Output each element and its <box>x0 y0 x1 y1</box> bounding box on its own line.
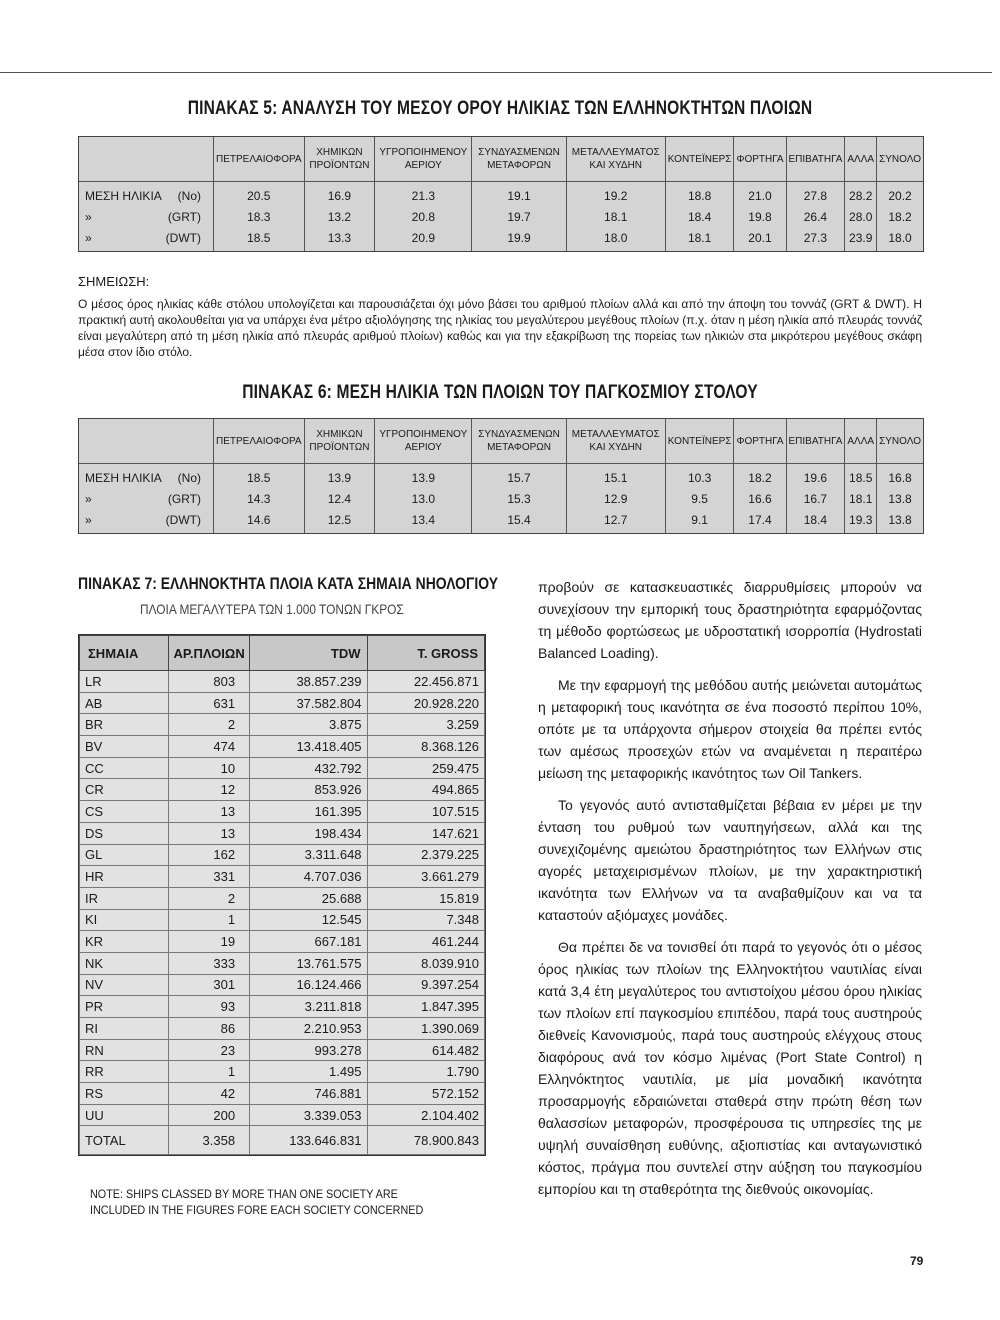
table7-cell: 614.482 <box>367 1039 484 1061</box>
table6-cell: 16.7 <box>786 488 845 509</box>
table6-row-label <box>79 464 214 489</box>
table6-caption: ΠΙΝΑΚΑΣ 6: ΜΕΣΗ ΗΛΙΚΙΑ ΤΩΝ ΠΛΟΙΩΝ ΤΟΥ ΠΑΓΚΟΣΜΙΟΥ ΣΤΟΛΟΥ <box>242 382 758 403</box>
table5-cell: 20.8 <box>375 206 472 227</box>
table6-cell: 12.9 <box>566 488 665 509</box>
table6-corner <box>79 419 214 464</box>
table7-cell: 8.039.910 <box>367 952 484 974</box>
table5-cell: 27.8 <box>786 182 845 207</box>
table7-cell: 494.865 <box>367 779 484 801</box>
table6-cell: 18.2 <box>734 464 786 489</box>
table5 <box>78 136 924 252</box>
table5-row-name: ΜΕΣΗ ΗΛΙΚΙΑ <box>85 188 162 203</box>
table7-cell: 3.875 <box>250 714 367 736</box>
table5-header-cell: ΦΟΡΤΗΓΑ <box>734 137 786 182</box>
table7-cell: 22.456.871 <box>367 671 484 693</box>
table5-row <box>79 182 923 207</box>
table5-header-cell: ΚΟΝΤΕΪΝΕΡΣ <box>665 137 734 182</box>
table7-cell: 19 <box>169 931 250 953</box>
table5-cell: 19.1 <box>472 182 566 207</box>
table7-total-cell: TOTAL <box>80 1126 169 1155</box>
table7-cell: CC <box>80 757 169 779</box>
table6-cell: 9.5 <box>665 488 734 509</box>
table7-row <box>80 779 485 801</box>
table7-total-cell: 3.358 <box>169 1126 250 1155</box>
table5-header-row <box>79 137 923 182</box>
table5-cell: 28.2 <box>845 182 877 207</box>
table7-cell: 12.545 <box>250 909 367 931</box>
table7-cell: 20.928.220 <box>367 692 484 714</box>
table7-cell: 37.582.804 <box>250 692 367 714</box>
table7-cell: 12 <box>169 779 250 801</box>
table7-cell: 3.211.818 <box>250 996 367 1018</box>
table6-header-cell: ΑΛΛΑ <box>845 419 877 464</box>
table6-cell: 13.9 <box>304 464 375 489</box>
table7-cell: 162 <box>169 844 250 866</box>
table7-cell: 1.390.069 <box>367 1018 484 1040</box>
table7-row <box>80 996 485 1018</box>
table5-header-cell: ΥΓΡΟΠΟΙΗΜΕΝΟΥ ΑΕΡΙΟΥ <box>375 137 472 182</box>
table5-row-unit: (No) <box>177 188 201 203</box>
body-paragraph: Με την εφαρμογή της μεθόδου αυτής μειώνεται αυτομάτως η μεταφορική τους ικανότητα σε ένα ποσοστό περίπου 10%, οπότε με τα υπάρχοντα σήμερον στοιχεία θα πρέπει εντός των αμέσως προσεχών ετών να αναμένεται η περαιτέρω μείωση της μεταφορικής ικανότητος των Oil Tankers. <box>538 677 922 781</box>
table7-cell: PR <box>80 996 169 1018</box>
table6-cell: 13.0 <box>375 488 472 509</box>
table7-cell: 1 <box>169 909 250 931</box>
table7-cell: 13 <box>169 822 250 844</box>
table7-cell: 746.881 <box>250 1083 367 1105</box>
table7-cell: 15.819 <box>367 887 484 909</box>
table6 <box>78 418 924 534</box>
table6-row-name: » <box>85 491 92 506</box>
table5-row-name: » <box>85 230 92 245</box>
table6-row <box>79 464 923 489</box>
table6-cell: 10.3 <box>665 464 734 489</box>
table6-cell: 16.8 <box>877 464 923 489</box>
body-paragraph: Θα πρέπει δε να τονισθεί ότι παρά το γεγονός ότι ο μέσος όρος ηλικίας των πλοίων της Ελληνοκτήτου ναυτιλίας είναι κατά 3,4 έτη μεγαλύτερος του αντιστοίχου μέσου όρου ηλικίας των πλοίων επί παγκοσμίου επιπέδου, παρά τους αυστηρούς διεθνείς Κανονισμούς, παρά τους αυστηρούς ελέγχους στους διαφόρους ανά τον κόσμο λιμένας (Port State Control) η Ελληνόκτητος ναυτιλία, με μία μοναδική ικανότητα προσαρμογής εδραιώνεται σταθερά στην πρώτη θέση των θαλασσίων μεταφορών, προσφέρουσα τις υπηρεσίες της με υψηλή συναίσθηση ευθύνης, αξιοπιστίας και ανταγωνιστικό κόστος, πράγμα που συντελεί στην αύξηση του παγκοσμίου εμπορίου και τη σταθερότητα της διεθνούς οικονομίας. <box>538 939 922 1197</box>
table5-cell: 23.9 <box>845 227 877 251</box>
table6-row-name: » <box>85 512 92 527</box>
table7-cell: LR <box>80 671 169 693</box>
table7-cell: 2.210.953 <box>250 1018 367 1040</box>
table5-cell: 21.0 <box>734 182 786 207</box>
table7-cell: RI <box>80 1018 169 1040</box>
table7-header-row <box>80 636 485 671</box>
table7-cell: 1 <box>169 1061 250 1083</box>
table7-row <box>80 1083 485 1105</box>
table7-cell: 631 <box>169 692 250 714</box>
table7-cell: RS <box>80 1083 169 1105</box>
table5-cell: 20.2 <box>877 182 923 207</box>
note-heading: ΣΗΜΕΙΩΣΗ: <box>78 274 150 289</box>
table5-cell: 19.7 <box>472 206 566 227</box>
table7-cell: 667.181 <box>250 931 367 953</box>
table6-cell: 14.3 <box>214 488 305 509</box>
table5-cell: 16.9 <box>304 182 375 207</box>
table7-cell: 259.475 <box>367 757 484 779</box>
table5-header-cell: ΑΛΛΑ <box>845 137 877 182</box>
table7-cell: 333 <box>169 952 250 974</box>
table7-row <box>80 844 485 866</box>
table6-cell: 17.4 <box>734 509 786 533</box>
table5-row-unit: (DWT) <box>165 230 201 245</box>
table6-cell: 15.3 <box>472 488 566 509</box>
table7-cell: 461.244 <box>367 931 484 953</box>
table7-cell: 93 <box>169 996 250 1018</box>
table7-row <box>80 1039 485 1061</box>
table7-cell: 200 <box>169 1104 250 1126</box>
table7-cell: KI <box>80 909 169 931</box>
table7-cell: 572.152 <box>367 1083 484 1105</box>
table5-row-label <box>79 227 214 251</box>
table6-cell: 12.5 <box>304 509 375 533</box>
table6-cell: 19.6 <box>786 464 845 489</box>
table5-cell: 13.2 <box>304 206 375 227</box>
table7-row <box>80 952 485 974</box>
table5-cell: 19.8 <box>734 206 786 227</box>
table7-cell: CR <box>80 779 169 801</box>
table6-row-label-box <box>85 513 211 527</box>
table6-row-unit: (No) <box>177 470 201 485</box>
table7-cell: 2.104.402 <box>367 1104 484 1126</box>
table6-row-name: ΜΕΣΗ ΗΛΙΚΙΑ <box>85 470 162 485</box>
table6-header-cell: ΜΕΤΑΛΛΕΥΜΑΤΟΣ ΚΑΙ ΧΥΔΗΝ <box>566 419 665 464</box>
table6-row-unit: (GRT) <box>167 491 201 506</box>
table5-cell: 18.0 <box>877 227 923 251</box>
page-number: 79 <box>910 1254 924 1268</box>
table5-row-label <box>79 206 214 227</box>
table7-cell: NV <box>80 974 169 996</box>
table7-cell: IR <box>80 887 169 909</box>
table6-header-cell: ΕΠΙΒΑΤΗΓΑ <box>786 419 845 464</box>
table7-cell: 107.515 <box>367 801 484 823</box>
table5-header-cell: ΜΕΤΑΛΛΕΥΜΑΤΟΣ ΚΑΙ ΧΥΔΗΝ <box>566 137 665 182</box>
table7-total-cell: 78.900.843 <box>367 1126 484 1155</box>
table6-cell: 9.1 <box>665 509 734 533</box>
table7-row <box>80 931 485 953</box>
table5-caption: ΠΙΝΑΚΑΣ 5: ΑΝΑΛΥΣΗ ΤΟΥ ΜΕΣΟΥ ΟΡΟΥ ΗΛΙΚΙΑΣ ΤΩΝ ΕΛΛΗΝΟΚΤΗΤΩΝ ΠΛΟΙΩΝ <box>187 98 813 119</box>
top-rule <box>0 72 992 73</box>
table7-grid <box>79 635 485 1155</box>
table6-cell: 14.6 <box>214 509 305 533</box>
table5-grid <box>79 137 923 251</box>
table6-cell: 12.4 <box>304 488 375 509</box>
t7-col-ships: ΑΡ.ΠΛΟΙΩΝ <box>169 636 250 671</box>
body-paragraph: Το γεγονός αυτό αντισταθμίζεται βέβαια εν μέρει με την ένταση του ρυθμού των ναυπηγήσεων, αλλά και της συνεχιζομένης αμειώτου δραστηριότητος των Ελλήνων στις αγορές μεταχειρισμένων πλοίων, με την χαρακτηριστική ικανότητα των Ελλήνων να τα αναβαθμίζουν και να τα καταστούν αξιόμαχες μονάδες. <box>538 797 922 923</box>
table7-cell: 2.379.225 <box>367 844 484 866</box>
table7-cell: 4.707.036 <box>250 866 367 888</box>
table5-cell: 20.9 <box>375 227 472 251</box>
table7-row <box>80 736 485 758</box>
table6-header-cell: ΠΕΤΡΕΛΑΙΟΦΟΡΑ <box>214 419 305 464</box>
table7-cell: 474 <box>169 736 250 758</box>
table7-row <box>80 757 485 779</box>
table7-total-cell: 133.646.831 <box>250 1126 367 1155</box>
table6-header-cell: ΚΟΝΤΕΪΝΕΡΣ <box>665 419 734 464</box>
table6-row-label-box <box>85 471 211 485</box>
table7-cell: 853.926 <box>250 779 367 801</box>
table6-cell: 15.1 <box>566 464 665 489</box>
table6-row-unit: (DWT) <box>165 512 201 527</box>
table7-cell: 198.434 <box>250 822 367 844</box>
table5-cell: 19.9 <box>472 227 566 251</box>
table7-row <box>80 887 485 909</box>
table5-cell: 18.4 <box>665 206 734 227</box>
table7-cell: GL <box>80 844 169 866</box>
table5-row-unit: (GRT) <box>167 209 201 224</box>
table5-corner <box>79 137 214 182</box>
t7-col-tdw: TDW <box>250 636 367 671</box>
table6-row-label <box>79 488 214 509</box>
table5-cell: 13.3 <box>304 227 375 251</box>
table7-row <box>80 1061 485 1083</box>
table7-cell: 147.621 <box>367 822 484 844</box>
table7-cell: 13.761.575 <box>250 952 367 974</box>
table7-row <box>80 866 485 888</box>
table6-cell: 18.5 <box>845 464 877 489</box>
table7-cell: 13 <box>169 801 250 823</box>
table7-row <box>80 909 485 931</box>
table5-header-cell: ΣΥΝΔΥΑΣΜΕΝΩΝ ΜΕΤΑΦΟΡΩΝ <box>472 137 566 182</box>
table5-cell: 27.3 <box>786 227 845 251</box>
table7-cell: 16.124.466 <box>250 974 367 996</box>
t7-col-gross: T. GROSS <box>367 636 484 671</box>
table7-cell: 3.311.648 <box>250 844 367 866</box>
table7-row <box>80 1018 485 1040</box>
table7-cell: BR <box>80 714 169 736</box>
table5-cell: 20.5 <box>214 182 305 207</box>
table5-row-label <box>79 182 214 207</box>
table5-header-cell: ΕΠΙΒΑΤΗΓΑ <box>786 137 845 182</box>
table7-cell: 23 <box>169 1039 250 1061</box>
table5-row-label-box <box>85 189 211 203</box>
table7-cell: 25.688 <box>250 887 367 909</box>
table7-cell: DS <box>80 822 169 844</box>
table6-cell: 19.3 <box>845 509 877 533</box>
table7-cell: 3.661.279 <box>367 866 484 888</box>
table6-row-label-box <box>85 492 211 506</box>
table6-cell: 18.4 <box>786 509 845 533</box>
table7-row <box>80 692 485 714</box>
table6-row <box>79 488 923 509</box>
table5-cell: 18.2 <box>877 206 923 227</box>
table7-cell: RR <box>80 1061 169 1083</box>
table5-cell: 19.2 <box>566 182 665 207</box>
table7-row <box>80 714 485 736</box>
table7-cell: CS <box>80 801 169 823</box>
table7-row <box>80 974 485 996</box>
table5-row-name: » <box>85 209 92 224</box>
table6-cell: 16.6 <box>734 488 786 509</box>
table6-header-cell: ΥΓΡΟΠΟΙΗΜΕΝΟΥ ΑΕΡΙΟΥ <box>375 419 472 464</box>
table6-cell: 18.5 <box>214 464 305 489</box>
table5-row-label-box <box>85 210 211 224</box>
table7-row <box>80 801 485 823</box>
table7-cell: 8.368.126 <box>367 736 484 758</box>
table7-total-row <box>80 1126 485 1155</box>
table6-header-row <box>79 419 923 464</box>
table7 <box>78 634 486 1156</box>
table5-header-cell: ΠΕΤΡΕΛΑΙΟΦΟΡΑ <box>214 137 305 182</box>
table5-row-label-box <box>85 231 211 245</box>
table6-cell: 13.9 <box>375 464 472 489</box>
table5-cell: 26.4 <box>786 206 845 227</box>
table5-cell: 21.3 <box>375 182 472 207</box>
table7-cell: KR <box>80 931 169 953</box>
note-text: Ο μέσος όρος ηλικίας κάθε στόλου υπολογίζεται και παρουσιάζεται όχι μόνο βάσει του αριθμού πλοίων αλλά και από την άποψη του τοννάζ (GRT & DWT). Η πρακτική αυτή ακολουθείται για να υπάρχει ένα μέτρο αξιολόγησης της ηλικίας του μεγαλύτερου μεγέθους πλοίων (π.χ. όταν η μέση ηλικία από πλευράς τοννάζ είναι μεγαλύτερη από τη μέση ηλικία από πλευράς αριθμού πλοίων) καθώς και για την εξακρίβωση της πορείας των ηλικιών στα μικρότερου μεγέθους σκάφη μέσα στον ίδιο στόλο. <box>78 297 922 359</box>
table6-cell: 13.4 <box>375 509 472 533</box>
table6-row-label <box>79 509 214 533</box>
table7-cell: 3.259 <box>367 714 484 736</box>
table5-cell: 18.1 <box>665 227 734 251</box>
table7-cell: 1.495 <box>250 1061 367 1083</box>
table6-cell: 15.7 <box>472 464 566 489</box>
table6-cell: 13.8 <box>877 488 923 509</box>
table6-header-cell: ΧΗΜΙΚΩΝ ΠΡΟΪΟΝΤΩΝ <box>304 419 375 464</box>
table7-cell: 1.847.395 <box>367 996 484 1018</box>
table7-cell: UU <box>80 1104 169 1126</box>
table7-cell: 2 <box>169 714 250 736</box>
table5-row <box>79 227 923 251</box>
table7-cell: 993.278 <box>250 1039 367 1061</box>
table7-cell: HR <box>80 866 169 888</box>
table6-header-cell: ΦΟΡΤΗΓΑ <box>734 419 786 464</box>
t7-col-flag: ΣΗΜΑΙΑ <box>80 636 169 671</box>
table7-cell: 86 <box>169 1018 250 1040</box>
table7-row <box>80 1104 485 1126</box>
table5-cell: 18.8 <box>665 182 734 207</box>
body-text <box>538 576 922 1210</box>
table5-cell: 18.1 <box>566 206 665 227</box>
table7-cell: 301 <box>169 974 250 996</box>
table7-cell: 331 <box>169 866 250 888</box>
table6-cell: 18.1 <box>845 488 877 509</box>
body-paragraph: προβούν σε κατασκευαστικές διαρρυθμίσεις μπορούν να συνεχίσουν την εμπορική τους δραστηριότητα εφαρμόζοντας τη μέθοδο φορτώσεως με υδροστατική ισορροπία (Hydrostati Balanced Loading). <box>538 579 922 661</box>
table6-header-cell: ΣΥΝΟΛΟ <box>877 419 923 464</box>
table7-caption: ΠΙΝΑΚΑΣ 7: ΕΛΛΗΝΟΚΤΗΤΑ ΠΛΟΙΑ ΚΑΤΑ ΣΗΜΑΙΑ ΝΗΟΛΟΓΙΟΥ <box>78 574 499 593</box>
table5-cell: 18.3 <box>214 206 305 227</box>
table7-cell: 432.792 <box>250 757 367 779</box>
table6-cell: 15.4 <box>472 509 566 533</box>
table6-header-cell: ΣΥΝΔΥΑΣΜΕΝΩΝ ΜΕΤΑΦΟΡΩΝ <box>472 419 566 464</box>
table7-cell: AB <box>80 692 169 714</box>
table5-cell: 18.5 <box>214 227 305 251</box>
table7-row <box>80 671 485 693</box>
table7-cell: 42 <box>169 1083 250 1105</box>
table7-cell: 7.348 <box>367 909 484 931</box>
table7-row <box>80 822 485 844</box>
table6-row <box>79 509 923 533</box>
table7-note: NOTE: SHIPS CLASSED BY MORE THAN ONE SOCIETY ARE INCLUDED IN THE FIGURES FORE EACH SOCIETY CONCERNED <box>90 1187 424 1217</box>
table5-header-cell: ΣΥΝΟΛΟ <box>877 137 923 182</box>
table7-cell: 1.790 <box>367 1061 484 1083</box>
table6-grid <box>79 419 923 533</box>
table7-cell: NK <box>80 952 169 974</box>
table7-cell: 2 <box>169 887 250 909</box>
table7-cell: 13.418.405 <box>250 736 367 758</box>
table7-subtitle: ΠΛΟΙΑ ΜΕΓΑΛΥΤΕΡΑ ΤΩΝ 1.000 ΤΟΝΩΝ ΓΚΡΟΣ <box>140 601 404 617</box>
table7-cell: BV <box>80 736 169 758</box>
table7-cell: RN <box>80 1039 169 1061</box>
table7-cell: 38.857.239 <box>250 671 367 693</box>
table6-cell: 13.8 <box>877 509 923 533</box>
table5-cell: 20.1 <box>734 227 786 251</box>
table5-row <box>79 206 923 227</box>
table6-cell: 12.7 <box>566 509 665 533</box>
table7-cell: 9.397.254 <box>367 974 484 996</box>
table5-cell: 28.0 <box>845 206 877 227</box>
table7-cell: 161.395 <box>250 801 367 823</box>
table7-cell: 3.339.053 <box>250 1104 367 1126</box>
table7-cell: 10 <box>169 757 250 779</box>
table5-cell: 18.0 <box>566 227 665 251</box>
table5-header-cell: ΧΗΜΙΚΩΝ ΠΡΟΪΟΝΤΩΝ <box>304 137 375 182</box>
table7-cell: 803 <box>169 671 250 693</box>
